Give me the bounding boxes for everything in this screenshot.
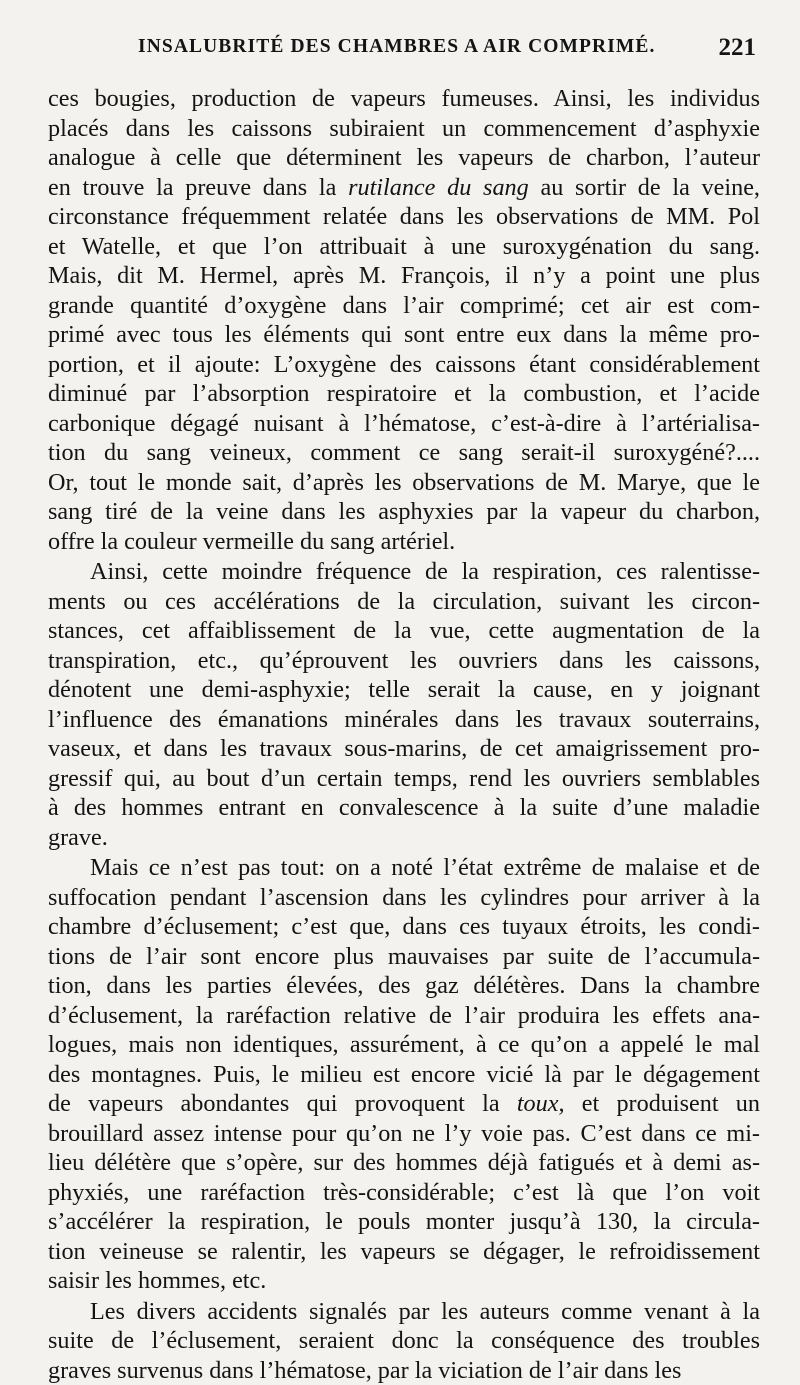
text-run: stances, cet affaiblissement de la vue, cette augmentation de la [48, 617, 760, 644]
text-line [48, 232, 760, 262]
text-line [48, 202, 760, 232]
text-line [48, 143, 760, 173]
text-line [48, 764, 760, 794]
text-run: primé avec tous les éléments qui sont entre eux dans la même pro- [48, 321, 760, 348]
text-line [48, 616, 760, 646]
text-line [48, 557, 760, 587]
text-run: s’accélérer la respiration, le pouls monter jusqu’à 130, la circula- [48, 1208, 760, 1235]
text-line [48, 1089, 760, 1119]
text-line [48, 1207, 760, 1237]
text-line [48, 261, 760, 291]
text-run: circonstance fréquemment relatée dans les observations de MM. Pol [48, 203, 760, 230]
text-run: et Watelle, et que l’on attribuait à une suroxygénation du sang. [48, 233, 760, 260]
text-run: des montagnes. Puis, le milieu est encore vicié là par le dégagement [48, 1061, 760, 1088]
text-run: Mais ce n’est pas tout: on a noté l’état extrême de malaise et de [90, 854, 760, 881]
paragraph [48, 557, 760, 852]
text-line [48, 883, 760, 913]
text-line [48, 587, 760, 617]
text-run: chambre d’éclusement; c’est que, dans ces tuyaux étroits, les condi- [48, 913, 760, 940]
text-run: suffocation pendant l’ascension dans les cylindres pour arriver à la [48, 884, 760, 911]
text-run: sang tiré de la veine dans les asphyxies par la vapeur du charbon, [48, 498, 760, 525]
text-line [48, 1326, 760, 1356]
text-line [48, 438, 760, 468]
text-line [48, 497, 760, 527]
text-line [48, 942, 760, 972]
text-line [48, 1356, 760, 1385]
running-head: INSALUBRITÉ DES CHAMBRES A AIR COMPRIMÉ. [138, 36, 656, 58]
text-run: carbonique dégagé nuisant à l’hématose, c’est-à-dire à l’artérialisa- [48, 410, 760, 437]
text-line [48, 675, 760, 705]
text-line [48, 971, 760, 1001]
text-line [48, 793, 760, 823]
text-line [48, 527, 760, 557]
page-number: 221 [719, 34, 757, 62]
text-line [48, 350, 760, 380]
text-line [48, 734, 760, 764]
text-run: tion du sang veineux, comment ce sang serait-il suroxygéné?.... [48, 439, 760, 466]
text-line [48, 1237, 760, 1267]
text-run: tions de l’air sont encore plus mauvaises par suite de l’accumula- [48, 943, 760, 970]
text-run: vaseux, et dans les travaux sous-marins, de cet amaigrissement pro- [48, 735, 760, 762]
italic-text: toux, [517, 1090, 565, 1117]
text-run: diminué par l’absorption respiratoire et la combustion, et l’acide [48, 380, 760, 407]
text-line [48, 1119, 760, 1149]
text-run: en trouve la preuve dans la [48, 174, 348, 201]
text-line [48, 320, 760, 350]
page-header [50, 34, 760, 64]
text-line [48, 173, 760, 203]
text-run: d’éclusement, la raréfaction relative de l’air produira les effets ana- [48, 1002, 760, 1029]
text-run: placés dans les caissons subiraient un commencement d’asphyxie [48, 115, 760, 142]
text-run: brouillard assez intense pour qu’on ne l’y voie pas. C’est dans ce mi- [48, 1120, 760, 1147]
text-line [48, 1001, 760, 1031]
text-line [48, 646, 760, 676]
text-line [48, 114, 760, 144]
text-run: analogue à celle que déterminent les vapeurs de charbon, l’auteur [48, 144, 760, 171]
text-line [48, 409, 760, 439]
text-line [48, 1178, 760, 1208]
text-run: portion, et il ajoute: L’oxygène des caissons étant considérablement [48, 351, 760, 378]
text-line [48, 1030, 760, 1060]
text-run: gressif qui, au bout d’un certain temps, rend les ouvriers semblables [48, 765, 760, 792]
text-run: et produisent un [565, 1090, 760, 1117]
text-run: logues, mais non identiques, assurément, à ce qu’on a appelé le mal [48, 1031, 760, 1058]
text-line [48, 468, 760, 498]
text-line [48, 823, 760, 853]
text-run: saisir les hommes, etc. [48, 1267, 266, 1294]
text-run: Les divers accidents signalés par les auteurs comme venant à la [90, 1298, 760, 1325]
text-line [48, 853, 760, 883]
text-run: grande quantité d’oxygène dans l’air comprimé; cet air est com- [48, 292, 760, 319]
text-line [48, 1297, 760, 1327]
text-run: ces bougies, production de vapeurs fumeuses. Ainsi, les individus [48, 85, 760, 112]
paragraph [48, 1297, 760, 1385]
text-run: offre la couleur vermeille du sang artériel. [48, 528, 455, 555]
text-run: l’influence des émanations minérales dans les travaux souterrains, [48, 706, 760, 733]
text-run: Or, tout le monde sait, d’après les observations de M. Marye, que le [48, 469, 760, 496]
paragraph [48, 84, 760, 556]
text-run: phyxiés, une raréfaction très-considérable; c’est là que l’on voit [48, 1179, 760, 1206]
text-run: de vapeurs abondantes qui provoquent la [48, 1090, 517, 1117]
text-run: tion, dans les parties élevées, des gaz délétères. Dans la chambre [48, 972, 760, 999]
text-run: graves survenus dans l’hématose, par la viciation de l’air dans les [48, 1357, 681, 1384]
text-line [48, 705, 760, 735]
text-line [48, 379, 760, 409]
text-line [48, 1148, 760, 1178]
text-line [48, 291, 760, 321]
text-run: transpiration, etc., qu’éprouvent les ouvriers dans les caissons, [48, 647, 760, 674]
text-run: à des hommes entrant en convalescence à la suite d’une maladie [48, 794, 760, 821]
body-text [48, 84, 760, 1385]
text-run: au sortir de la veine, [529, 174, 760, 201]
text-run: suite de l’éclusement, seraient donc la conséquence des troubles [48, 1327, 760, 1354]
text-run: ments ou ces accélérations de la circulation, suivant les circon- [48, 588, 760, 615]
paragraph [48, 853, 760, 1296]
text-run: dénotent une demi-asphyxie; telle serait la cause, en y joignant [48, 676, 760, 703]
text-run: lieu délétère que s’opère, sur des hommes déjà fatigués et à demi as- [48, 1149, 760, 1176]
italic-text: rutilance du sang [348, 174, 529, 201]
text-line [48, 1266, 760, 1296]
text-run: tion veineuse se ralentir, les vapeurs se dégager, le refroidissement [48, 1238, 760, 1265]
text-line [48, 84, 760, 114]
text-run: Mais, dit M. Hermel, après M. François, il n’y a point une plus [48, 262, 760, 289]
text-run: Ainsi, cette moindre fréquence de la respiration, ces ralentisse- [90, 558, 760, 585]
text-line [48, 1060, 760, 1090]
text-run: grave. [48, 824, 108, 851]
text-line [48, 912, 760, 942]
